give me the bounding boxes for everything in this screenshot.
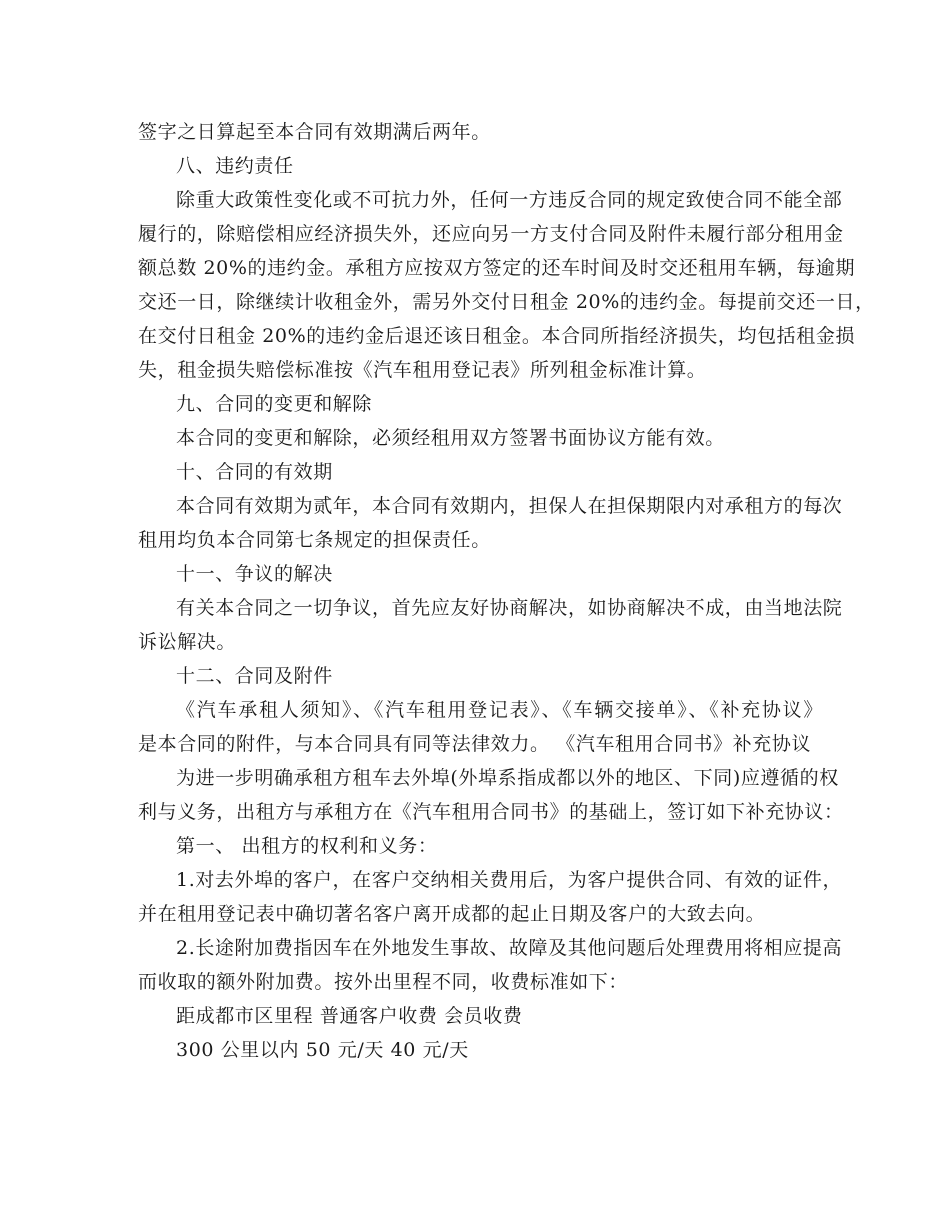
- paragraph-line: 并在租用登记表中确切著名客户离开成都的起止日期及客户的大致去向。: [138, 903, 766, 925]
- paragraph-line: 履行的，除赔偿相应经济损失外，还应向另一方支付合同及附件未履行部分租用金: [138, 223, 844, 245]
- paragraph-line: 除重大政策性变化或不可抗力外，任何一方违反合同的规定致使合同不能全部: [176, 189, 843, 211]
- paragraph-line: 利与义务，出租方与承租方在《汽车租用合同书》的基础上，签订如下补充协议：: [138, 801, 844, 823]
- section-heading-breach: 八、违约责任: [176, 155, 294, 177]
- paragraph-line: 《汽车承租人须知》、《汽车租用登记表》、《车辆交接单》、《补充协议》: [176, 699, 823, 721]
- section-heading-attachments: 十二、合同及附件: [176, 665, 333, 687]
- paragraph-line: 本合同的变更和解除，必须经租用双方签署书面协议方能有效。: [176, 427, 725, 449]
- paragraph-line: 失，租金损失赔偿标准按《汽车租用登记表》所列租金标准计算。: [138, 359, 707, 381]
- paragraph-line: 额总数 20%的违约金。承租方应按双方签定的还车时间及时交还租用车辆，每逾期: [138, 257, 856, 279]
- paragraph-line: 在交付日租金 20%的违约金后退还该日租金。本合同所指经济损失，均包括租金损: [138, 325, 856, 347]
- paragraph-line: 有关本合同之一切争议，首先应友好协商解决，如协商解决不成，由当地法院: [176, 597, 843, 619]
- paragraph-line: 2.长途附加费指因车在外地发生事故、故障及其他问题后处理费用将相应提高: [176, 937, 843, 959]
- paragraph-line: 租用均负本合同第七条规定的担保责任。: [138, 529, 491, 551]
- paragraph-line: 交还一日，除继续计收租金外，需另外交付日租金 20%的违约金。每提前交还一日，: [138, 291, 875, 313]
- section-heading-validity: 十、合同的有效期: [176, 461, 333, 483]
- section-heading-lessor-rights: 第一、 出租方的权利和义务：: [176, 835, 438, 857]
- paragraph-line: 而收取的额外附加费。按外出里程不同，收费标准如下：: [138, 971, 629, 993]
- paragraph-line: 诉讼解决。: [138, 631, 237, 653]
- document-body: [138, 115, 875, 1067]
- section-heading-change: 九、合同的变更和解除: [176, 393, 373, 415]
- paragraph-line: 是本合同的附件，与本合同具有同等法律效力。 《汽车租用合同书》补充协议: [138, 733, 812, 755]
- fee-table-header: 距成都市区里程 普通客户收费 会员收费: [176, 1005, 523, 1027]
- paragraph-line: 签字之日算起至本合同有效期满后两年。: [138, 121, 491, 143]
- fee-table-row: 300 公里以内 50 元/天 40 元/天: [176, 1039, 469, 1061]
- section-heading-dispute: 十一、争议的解决: [176, 563, 333, 585]
- paragraph-line: 1.对去外埠的客户，在客户交纳相关费用后，为客户提供合同、有效的证件，: [176, 869, 843, 891]
- paragraph-line: 本合同有效期为贰年，本合同有效期内，担保人在担保期限内对承租方的每次: [176, 495, 843, 517]
- paragraph-line: 为进一步明确承租方租车去外埠(外埠系指成都以外的地区、下同)应遵循的权: [176, 767, 839, 789]
